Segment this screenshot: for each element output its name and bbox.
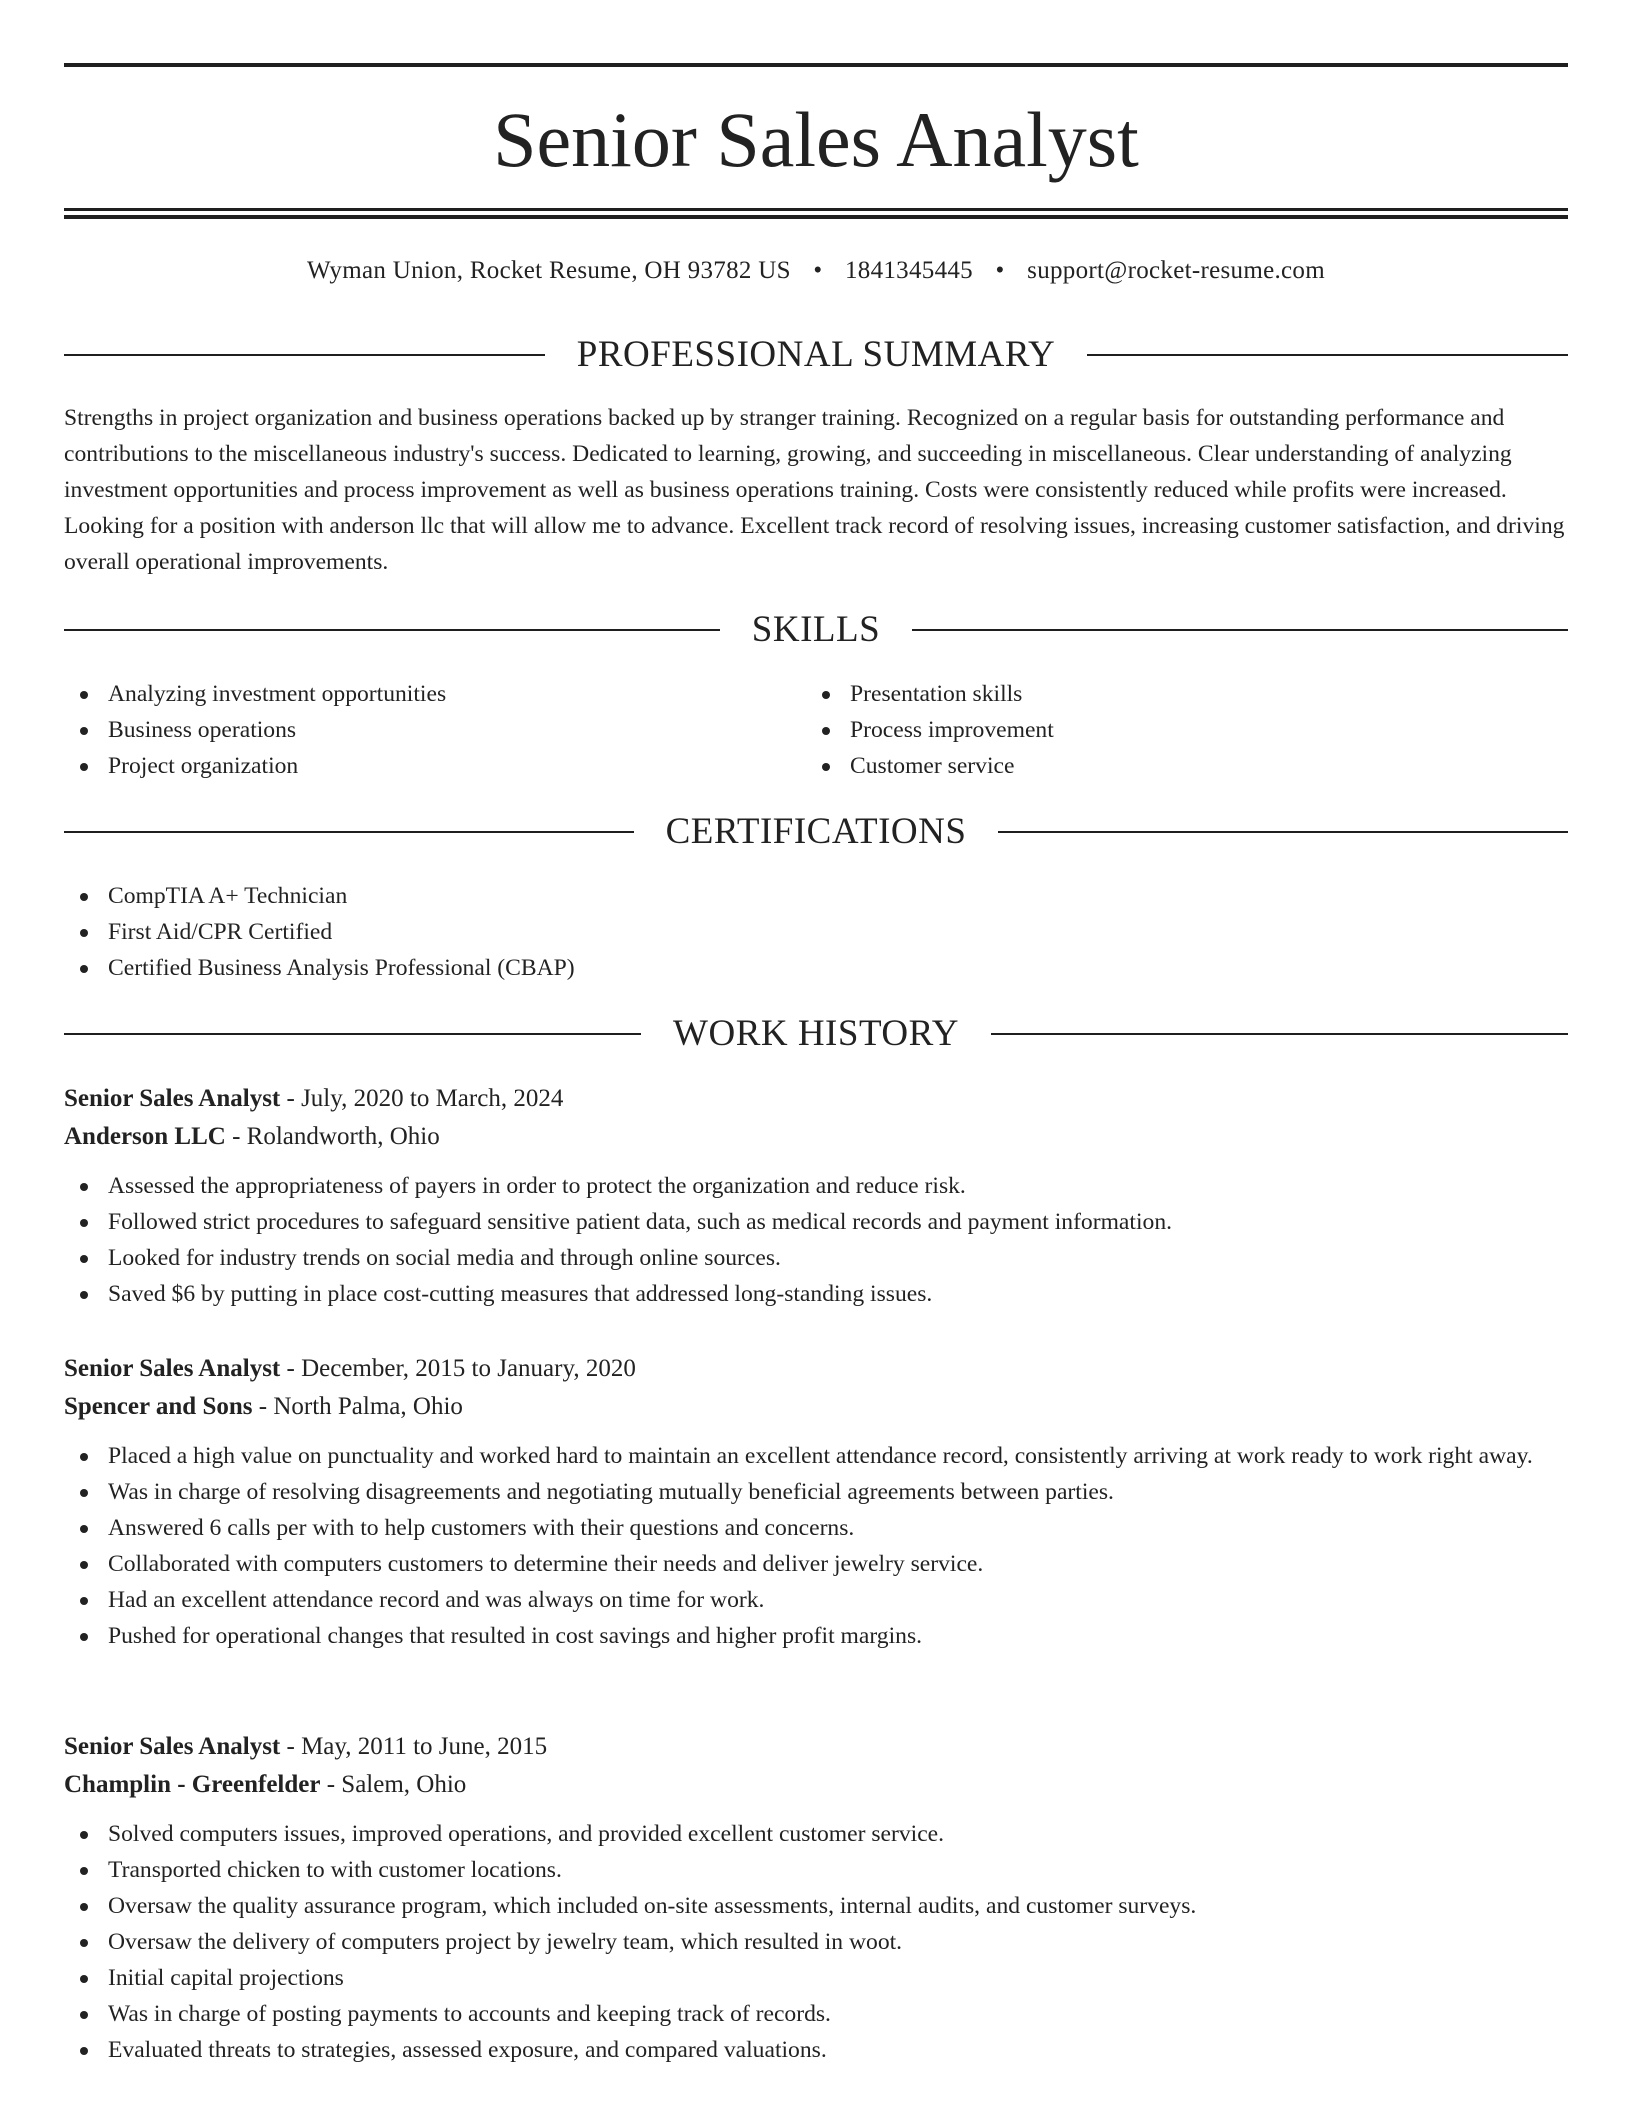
section-rule bbox=[912, 629, 1568, 631]
job-company-line bbox=[64, 1118, 1568, 1156]
job-bullets bbox=[64, 1816, 1568, 2068]
section-header-work-history bbox=[64, 1012, 1568, 1056]
contact-address: Wyman Union, Rocket Resume, OH 93782 US bbox=[307, 257, 791, 284]
section-rule bbox=[998, 831, 1568, 833]
certification-item: CompTIA A+ Technician bbox=[64, 878, 1568, 914]
job-bullet: Transported chicken to with customer locations. bbox=[64, 1852, 1568, 1888]
contact-phone: 1841345445 bbox=[844, 257, 973, 284]
section-title: CERTIFICATIONS bbox=[665, 811, 967, 852]
section-header-summary bbox=[64, 333, 1568, 377]
job-bullet: Initial capital projections bbox=[64, 1960, 1568, 1996]
job-title-line bbox=[64, 1080, 1568, 1118]
skills-list-left bbox=[64, 676, 804, 784]
job-bullet: Solved computers issues, improved operations, and provided excellent customer service. bbox=[64, 1816, 1568, 1852]
summary-text: Strengths in project organization and business operations backed up by stranger training. Recognized on a regular basis for outstanding performance and contributions to the miscellaneous industry's success. Dedicated to learning, growing, and succeeding in miscellaneous. Clear understanding of analyzing investment opportunities and process improvement as well as business operations training. Costs were consistently reduced while profits were increased. Looking for a position with anderson llc that will allow me to advance. Excellent track record of resolving issues, increasing customer satisfaction, and driving overall operational improvements. bbox=[64, 405, 1565, 575]
section-rule bbox=[64, 831, 634, 833]
contact-email: support@rocket-resume.com bbox=[1027, 257, 1325, 284]
section-header-skills bbox=[64, 608, 1568, 652]
section-title: SKILLS bbox=[751, 609, 881, 650]
job-bullets bbox=[64, 1168, 1568, 1312]
job-bullet: Looked for industry trends on social media and through online sources. bbox=[64, 1240, 1568, 1276]
job-title: Senior Sales Analyst bbox=[64, 1085, 281, 1112]
section-rule bbox=[64, 354, 545, 356]
job-company: Spencer and Sons bbox=[64, 1393, 253, 1420]
job-dates: - December, 2015 to January, 2020 bbox=[280, 1355, 636, 1382]
section-header-certifications bbox=[64, 810, 1568, 854]
job-bullet: Collaborated with computers customers to determine their needs and deliver jewelry service. bbox=[64, 1546, 1568, 1582]
job-bullet: Pushed for operational changes that resulted in cost savings and higher profit margins. bbox=[64, 1618, 1568, 1654]
section-rule bbox=[991, 1033, 1568, 1035]
skill-item: Customer service bbox=[806, 748, 1566, 784]
job-dates: - May, 2011 to June, 2015 bbox=[280, 1733, 548, 1760]
skills-list-right bbox=[806, 676, 1566, 784]
job-bullet: Assessed the appropriateness of payers in order to protect the organization and reduce risk. bbox=[64, 1168, 1568, 1204]
job-location: - North Palma, Ohio bbox=[252, 1393, 463, 1420]
section-rule bbox=[64, 629, 720, 631]
job-bullet: Oversaw the quality assurance program, which included on-site assessments, internal audits, and customer surveys. bbox=[64, 1888, 1568, 1924]
top-rule bbox=[64, 63, 1568, 67]
certifications-list bbox=[64, 878, 1568, 986]
job-bullet: Was in charge of posting payments to accounts and keeping track of records. bbox=[64, 1996, 1568, 2032]
job-company: Champlin - Greenfelder bbox=[64, 1771, 321, 1798]
job-entry bbox=[64, 1728, 1568, 2068]
contact-separator: • bbox=[995, 257, 1005, 284]
skill-item: Project organization bbox=[64, 748, 804, 784]
job-title-line bbox=[64, 1728, 1568, 1766]
section-rule bbox=[1087, 354, 1568, 356]
section-rule bbox=[64, 1033, 641, 1035]
job-title: Senior Sales Analyst bbox=[64, 1733, 281, 1760]
skill-item: Presentation skills bbox=[806, 676, 1566, 712]
job-company: Anderson LLC bbox=[64, 1123, 226, 1150]
skill-item: Analyzing investment opportunities bbox=[64, 676, 804, 712]
job-bullet: Had an excellent attendance record and was always on time for work. bbox=[64, 1582, 1568, 1618]
skill-item: Business operations bbox=[64, 712, 804, 748]
skill-item: Process improvement bbox=[806, 712, 1566, 748]
section-title: PROFESSIONAL SUMMARY bbox=[576, 334, 1056, 375]
certification-item: Certified Business Analysis Professional (CBAP) bbox=[64, 950, 1568, 986]
certification-item: First Aid/CPR Certified bbox=[64, 914, 1568, 950]
job-bullet: Evaluated threats to strategies, assessed exposure, and compared valuations. bbox=[64, 2032, 1568, 2068]
contact-line bbox=[64, 255, 1568, 287]
job-entry bbox=[64, 1350, 1568, 1654]
job-title-line bbox=[64, 1350, 1568, 1388]
contact-separator: • bbox=[813, 257, 823, 284]
job-bullet: Saved $6 by putting in place cost-cutting measures that addressed long-standing issues. bbox=[64, 1276, 1568, 1312]
job-company-line bbox=[64, 1388, 1568, 1426]
job-bullets bbox=[64, 1438, 1568, 1654]
page-title: Senior Sales Analyst bbox=[493, 96, 1139, 183]
job-bullet: Followed strict procedures to safeguard sensitive patient data, such as medical records and payment information. bbox=[64, 1204, 1568, 1240]
job-company-line bbox=[64, 1766, 1568, 1804]
job-location: - Rolandworth, Ohio bbox=[225, 1123, 440, 1150]
job-bullet: Answered 6 calls per with to help customers with their questions and concerns. bbox=[64, 1510, 1568, 1546]
job-title: Senior Sales Analyst bbox=[64, 1355, 281, 1382]
job-bullet: Oversaw the delivery of computers project by jewelry team, which resulted in woot. bbox=[64, 1924, 1568, 1960]
job-location: - Salem, Ohio bbox=[320, 1771, 467, 1798]
job-dates: - July, 2020 to March, 2024 bbox=[280, 1085, 564, 1112]
title-double-rule bbox=[64, 208, 1568, 219]
job-bullet: Placed a high value on punctuality and worked hard to maintain an excellent attendance record, consistently arriving at work ready to work right away. bbox=[64, 1438, 1568, 1474]
job-entry bbox=[64, 1080, 1568, 1312]
section-title: WORK HISTORY bbox=[673, 1013, 959, 1054]
job-bullet: Was in charge of resolving disagreements and negotiating mutually beneficial agreements between parties. bbox=[64, 1474, 1568, 1510]
